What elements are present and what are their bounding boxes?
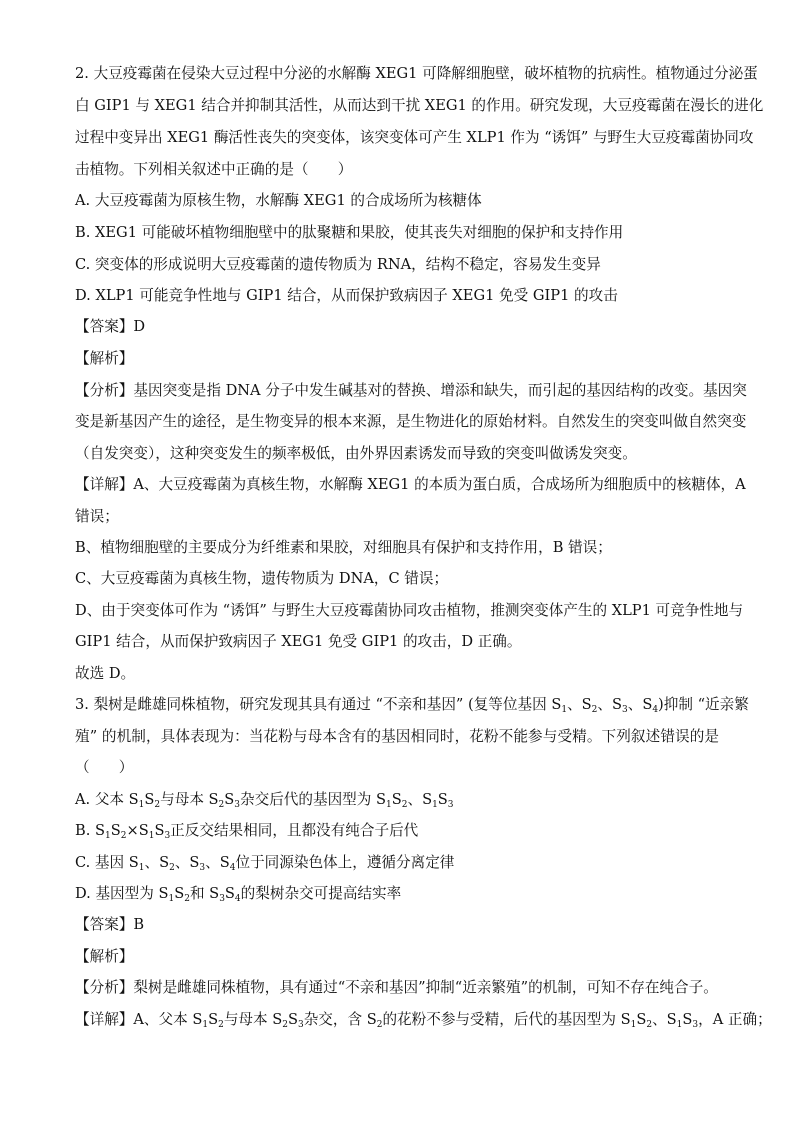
q2-detail-line-2: 错误； xyxy=(75,508,119,525)
q2-option-b: B. XEG1 可能破坏植物细胞壁中的肽聚糖和果胶，使其丧失对细胞的保护和支持作用 xyxy=(75,224,624,241)
q3-option-d: D. 基因型为 $S_1S_2$和 $S_3S_4$的梨树杂交可提高结实率 xyxy=(75,885,402,904)
q2-analysis-line-1: 【分析】基因突变是指 DNA 分子中发生碱基对的替换、增添和缺失，而引起的基因结构的改变。基因突 xyxy=(75,382,747,399)
q2-stem-line-4: 击植物。下列相关叙述中正确的是（ ） xyxy=(75,161,353,178)
q3-analysis-heading: 【解析】 xyxy=(75,948,134,965)
q2-analysis-line-3: （自发突变），这种突变发生的频率极低，由外界因素诱发而导致的突变叫做诱发突变。 xyxy=(75,445,637,462)
q3-option-c: C. 基因 $S_1$、$S_2$、$S_3$、$S_4$位于同源染色体上，遵循分离定律 xyxy=(75,854,455,873)
q2-stem-line-2: 白 GIP1 与 XEG1 结合并抑制其活性，从而达到干扰 XEG1 的作用。研究发现，大豆疫霉菌在漫长的进化 xyxy=(75,97,764,114)
q3-option-b: B. $S_1S_2\times S_1S_3$正反交结果相同，且都没有纯合子后代 xyxy=(75,822,419,841)
q3-stem-line-3: （ ） xyxy=(75,759,134,776)
q2-detail-line-6: GIP1 结合，从而保护致病因子 XEG1 免受 GIP1 的攻击，D 正确。 xyxy=(75,633,522,650)
q3-detail-line-1: 【详解】A、父本 $S_1S_2$与母本 $S_2S_3$杂交，含 $S_2$的花粉不参与受精，后代的基因型为 $S_1S_2$、$S_1S_3$，A 正确； xyxy=(75,1011,772,1030)
q2-detail-line-3: B、植物细胞壁的主要成分为纤维素和果胶，对细胞具有保护和支持作用，B 错误； xyxy=(75,539,612,556)
q2-detail-line-7: 故选 D。 xyxy=(75,665,136,682)
q2-detail-line-5: D、由于突变体可作为 “诱饵” 与野生大豆疫霉菌协同攻击植物，推测突变体产生的 XLP1 可竞争性地与 xyxy=(75,602,744,619)
q2-detail-line-4: C、大豆疫霉菌为真核生物，遗传物质为 DNA，C 错误； xyxy=(75,570,449,587)
q2-stem-line-1: 2. 大豆疫霉菌在侵染大豆过程中分泌的水解酶 XEG1 可降解细胞壁，破坏植物的抗病性。植物通过分泌蛋 xyxy=(75,65,758,82)
q2-analysis-heading: 【解析】 xyxy=(75,350,134,367)
q3-answer: 【答案】B xyxy=(75,916,145,933)
q2-detail-line-1: 【详解】A、大豆疫霉菌为真核生物，水解酶 XEG1 的本质为蛋白质，合成场所为细胞质中的核糖体，A xyxy=(75,476,746,493)
q2-option-c: C. 突变体的形成说明大豆疫霉菌的遗传物质为 RNA，结构不稳定，容易发生变异 xyxy=(75,256,601,273)
q2-option-d: D. XLP1 可能竞争性地与 GIP1 结合，从而保护致病因子 XEG1 免受 GIP1 的攻击 xyxy=(75,287,618,304)
q2-option-a: A. 大豆疫霉菌为原核生物，水解酶 XEG1 的合成场所为核糖体 xyxy=(75,192,482,209)
q2-answer: 【答案】D xyxy=(75,318,146,335)
q2-stem-line-3: 过程中变异出 XEG1 酶活性丧失的突变体，该突变体可产生 XLP1 作为 “诱饵” 与野生大豆疫霉菌协同攻 xyxy=(75,129,754,146)
q3-option-a: A. 父本 $S_1S_2$与母本 $S_2S_3$杂交后代的基因型为 $S_1S_2$、$S_1S_3$ xyxy=(75,791,454,810)
q3-stem-line-2: 殖” 的机制，具体表现为：当花粉与母本含有的基因相同时，花粉不能参与受精。下列叙述错误的是 xyxy=(75,728,719,745)
q3-analysis-line: 【分析】梨树是雌雄同株植物，具有通过“不亲和基因”抑制“近亲繁殖”的机制，可知不存在纯合子。 xyxy=(75,979,718,996)
q2-analysis-line-2: 变是新基因产生的途径，是生物变异的根本来源，是生物进化的原始材料。自然发生的突变叫做自然突变 xyxy=(75,413,747,430)
q3-stem-line-1: 3. 梨树是雌雄同株植物，研究发现其具有通过 “不亲和基因” (复等位基因 $S_1$、$S_2$、$S_3$、$S_4$)抑制 “近亲繁 xyxy=(75,696,749,715)
